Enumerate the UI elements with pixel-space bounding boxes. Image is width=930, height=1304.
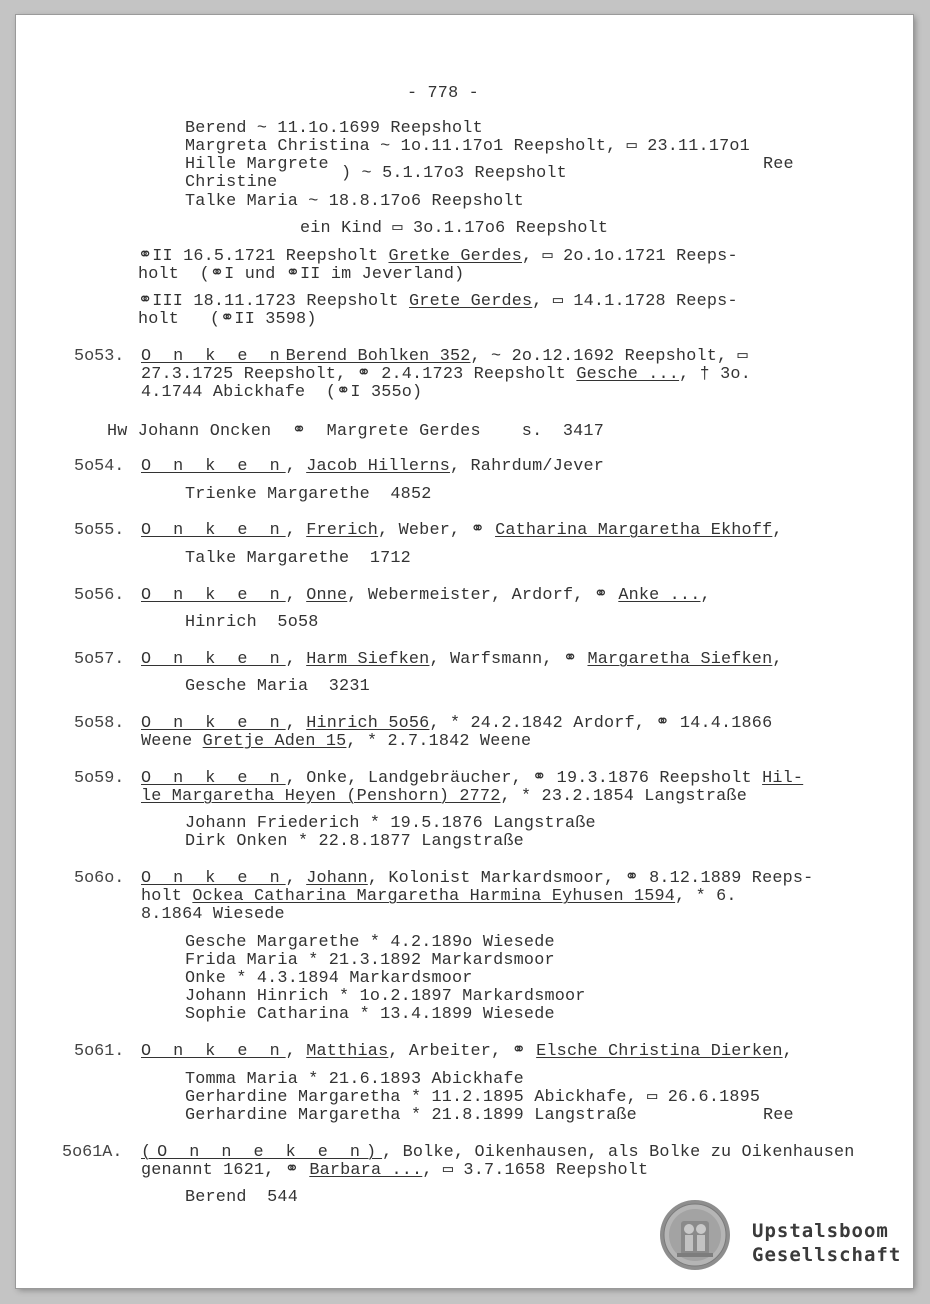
spouse-name: Margaretha Siefken (587, 650, 773, 669)
given-name: Harm Siefken (306, 650, 430, 669)
child-line: Hille Margrete (185, 155, 329, 174)
spouse-name: Catharina Margaretha Ekhoff (495, 521, 773, 540)
entry-line: 8.1864 Wiesede (141, 905, 285, 924)
entry-line: Weene Gretje Aden 15, * 2.7.1842 Weene (141, 732, 532, 751)
spouse-name: Grete Gerdes (409, 292, 533, 311)
document-page (16, 15, 913, 1288)
entry-number: 5o54. (74, 457, 125, 476)
entry-line: holt Ockea Catharina Margaretha Harmina Eyhusen 1594, * 6. (141, 887, 737, 906)
given-name: Jacob Hillerns (306, 457, 450, 476)
spouse-name: Gretke Gerdes (388, 247, 522, 266)
child-line: Christine (185, 173, 278, 192)
child-line: Gerhardine Margaretha * 11.2.1895 Abickhafe, ▭ 26.6.1895 (185, 1088, 761, 1107)
given-name: Johann (306, 869, 368, 888)
child-line: Talke Maria ~ 18.8.17o6 Reepsholt (185, 192, 524, 211)
entry-line: O n k e nBerend Bohlken 352, ~ 2o.12.1692 Reepsholt, ▭ (141, 347, 748, 366)
entry-line: le Margaretha Heyen (Penshorn) 2772, * 23.2.1854 Langstraße (141, 787, 747, 806)
child-line: Johann Hinrich * 1o.2.1897 Markardsmoor (185, 987, 586, 1006)
entry-number: 5o57. (74, 650, 125, 669)
entry-number: 5o61. (74, 1042, 125, 1061)
surname: O n k e n (141, 869, 286, 888)
child-line: Trienke Margarethe 4852 (185, 485, 432, 504)
hw-line: Hw Johann Oncken ⚭ Margrete Gerdes s. 3417 (107, 422, 604, 441)
entry-number: 5o61A. (62, 1143, 123, 1162)
child-line: Gesche Margarethe * 4.2.189o Wiesede (185, 933, 555, 952)
entry-line: O n k e n, Hinrich 5o56, * 24.2.1842 Ardorf, ⚭ 14.4.1866 (141, 714, 773, 733)
surname: O n k e n (141, 521, 286, 540)
marriage-line: ⚭II 16.5.1721 Reepsholt Gretke Gerdes, ▭ 2o.1o.1721 Reeps- (138, 247, 738, 266)
child-line: Gesche Maria 3231 (185, 677, 370, 696)
spouse-name: Ockea Catharina Margaretha Harmina Eyhusen 1594 (192, 887, 676, 906)
entry-number: 5o56. (74, 586, 125, 605)
entry-line: O n k e n, Onke, Landgebräucher, ⚭ 19.3.1876 Reepsholt Hil- (141, 769, 804, 788)
entry-number: 5o59. (74, 769, 125, 788)
spouse-name: le Margaretha Heyen (Penshorn) 2772 (141, 787, 501, 806)
entry-line: 27.3.1725 Reepsholt, ⚭ 2.4.1723 Reepsholt Gesche ..., † 3o. (141, 365, 751, 384)
surname: (O n n e k e n) (141, 1143, 383, 1162)
given-name: Hinrich 5o56 (306, 714, 430, 733)
entry-line: O n k e n, Johann, Kolonist Markardsmoor, ⚭ 8.12.1889 Reeps- (141, 869, 814, 888)
spouse-name: Gesche ... (576, 365, 680, 384)
entry-number: 5o55. (74, 521, 125, 540)
child-line: Tomma Maria * 21.6.1893 Abickhafe (185, 1070, 524, 1089)
spouse-name: Gretje Aden 15 (202, 732, 347, 751)
spouse-name: Elsche Christina Dierken (536, 1042, 783, 1061)
entry-number: 5o58. (74, 714, 125, 733)
child-line: Berend 544 (185, 1188, 298, 1207)
entry-line: (O n n e k e n), Bolke, Oikenhausen, als Bolke zu Oikenhausen (141, 1143, 855, 1162)
entry-line: O n k e n, Harm Siefken, Warfsmann, ⚭ Margaretha Siefken, (141, 650, 783, 669)
given-name: Onne (306, 586, 348, 605)
surname: O n k e n (141, 769, 286, 788)
logo-text-line2: Gesellschaft (752, 1244, 902, 1266)
margin-note: Ree (763, 1106, 794, 1125)
child-line: Margreta Christina ~ 1o.11.17o1 Reepsholt, ▭ 23.11.17o1 (185, 137, 750, 156)
entry-number: 5o6o. (74, 869, 125, 888)
entry-line: genannt 1621, ⚭ Barbara ..., ▭ 3.7.1658 Reepsholt (141, 1161, 649, 1180)
marriage-line: ⚭III 18.11.1723 Reepsholt Grete Gerdes, ▭ 14.1.1728 Reeps- (138, 292, 738, 311)
seal-logo-icon (659, 1199, 731, 1271)
surname: O n k e n (141, 457, 286, 476)
child-line: Onke * 4.3.1894 Markardsmoor (185, 969, 473, 988)
child-line: Dirk Onken * 22.8.1877 Langstraße (185, 832, 524, 851)
spouse-name: Hil- (762, 769, 804, 788)
surname: O n k e n (141, 347, 286, 366)
surname: O n k e n (141, 1042, 286, 1061)
child-line: Gerhardine Margaretha * 21.8.1899 Langstraße (185, 1106, 637, 1125)
margin-note: Ree (763, 155, 794, 174)
child-line: Talke Margarethe 1712 (185, 549, 411, 568)
child-line: Sophie Catharina * 13.4.1899 Wiesede (185, 1005, 555, 1024)
entry-line: 4.1744 Abickhafe (⚭I 355o) (141, 383, 423, 402)
entry-line: O n k e n, Jacob Hillerns, Rahrdum/Jever (141, 457, 605, 476)
entry-line: O n k e n, Frerich, Weber, ⚭ Catharina Margaretha Ekhoff, (141, 521, 783, 540)
entry-line: O n k e n, Matthias, Arbeiter, ⚭ Elsche Christina Dierken, (141, 1042, 793, 1061)
child-line: Hinrich 5o58 (185, 613, 319, 632)
page-number: - 778 - (407, 84, 479, 103)
surname: O n k e n (141, 650, 286, 669)
child-line: ein Kind ▭ 3o.1.17o6 Reepsholt (300, 219, 609, 238)
child-line: Berend ~ 11.1o.1699 Reepsholt (185, 119, 483, 138)
child-line: Johann Friederich * 19.5.1876 Langstraße (185, 814, 596, 833)
marriage-line: holt (⚭II 3598) (138, 310, 317, 329)
given-name: Berend Bohlken 352 (285, 347, 471, 366)
child-line: Frida Maria * 21.3.1892 Markardsmoor (185, 951, 555, 970)
surname: O n k e n (141, 586, 286, 605)
surname: O n k e n (141, 714, 286, 733)
spouse-name: Barbara ... (309, 1161, 423, 1180)
logo-text-line1: Upstalsboom (752, 1220, 889, 1242)
given-name: Matthias (306, 1042, 389, 1061)
spouse-name: Anke ... (618, 586, 701, 605)
child-line: ) ~ 5.1.17o3 Reepsholt (341, 164, 567, 183)
marriage-line: holt (⚭I und ⚭II im Jeverland) (138, 265, 465, 284)
entry-number: 5o53. (74, 347, 125, 366)
entry-line: O n k e n, Onne, Webermeister, Ardorf, ⚭ Anke ..., (141, 586, 711, 605)
given-name: Frerich (306, 521, 379, 540)
